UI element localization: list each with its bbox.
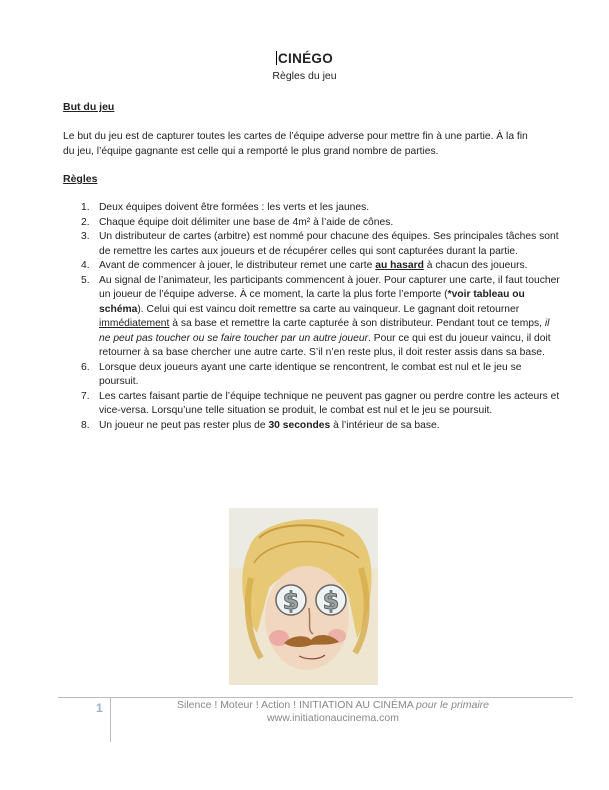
footer-vertical-divider: [110, 698, 111, 742]
rule-text: Lorsque deux joueurs ayant une carte identique se rencontrent, le combat est nul et le jeu se poursuit.: [99, 361, 522, 387]
document-title: [0, 51, 609, 66]
rule-item-1: [63, 201, 563, 216]
rule-text: à chacun des joueurs.: [423, 260, 528, 271]
rule-text: Un joueur ne peut pas rester plus de: [99, 419, 269, 431]
rule-number: 8.: [81, 419, 90, 431]
svg-text:$: $: [282, 587, 300, 615]
rule-text: . Pour ce qui est du joueur vaincu, il doit retourner à sa base chercher une autre carte. S’il n’en reste plus, il doit rester assis dans sa base.: [99, 332, 551, 358]
text-cursor: [276, 51, 277, 65]
rule-item-6: [63, 361, 563, 390]
footer-line-1: [118, 699, 548, 712]
rule-item-3: [63, 230, 563, 259]
rule-text: Les cartes faisant partie de l’équipe technique ne peuvent pas gagner ou perdre contre les acteurs et vice-versa. Lorsqu’une telle situation se produit, le combat est nul et le jeu se poursuit.: [99, 390, 560, 416]
rule-number: 5.: [81, 274, 90, 286]
rule-underline: immédiatement: [99, 318, 170, 329]
rule-text: à l’intérieur de sa base.: [330, 419, 440, 431]
rule-number: 7.: [81, 390, 90, 402]
footer-title: Silence ! Moteur ! Action ! INITIATION AU CINÉMA: [177, 699, 417, 711]
page-number: 1: [96, 701, 103, 715]
rule-item-4: [63, 259, 563, 274]
rule-italic: il ne peut pas toucher ou se faire toucher par un autre joueur: [99, 318, 550, 344]
rule-bold: 30 secondes: [268, 419, 331, 431]
rule-bold: *voir tableau ou schéma: [99, 289, 525, 315]
rule-text: Deux équipes doivent être formées : les verts et les jaunes.: [99, 202, 370, 213]
rule-number: 3.: [81, 231, 90, 242]
heading-regles: Règles: [63, 173, 98, 185]
rule-item-5: [63, 274, 563, 361]
rule-number: 6.: [81, 361, 90, 373]
rule-item-2: [63, 216, 563, 231]
svg-text:$: $: [322, 587, 340, 615]
paragraph-but-du-jeu: Le but du jeu est de capturer toutes les cartes de l’équipe adverse pour mettre fin à une partie. À la fin du jeu, l’équipe gagnante est celle qui a remporté le plus grand nombre de parties.: [63, 131, 528, 157]
rule-text: Avant de commencer à jouer, le distributeur remet une carte: [99, 260, 376, 271]
rule-number: 4.: [81, 260, 90, 271]
footer-divider: [58, 697, 573, 698]
rule-item-8: [63, 419, 563, 434]
rules-list: [63, 201, 563, 433]
rule-number: 2.: [81, 216, 90, 228]
rule-item-7: [63, 390, 563, 419]
rule-text: Au signal de l’animateur, les participants commencent à jouer. Pour capturer une carte, il faut toucher un joueur de l’équipe adverse. À ce moment, la carte la plus forte l’emporte (: [99, 274, 560, 300]
document-subtitle: Règles du jeu: [272, 70, 337, 82]
rule-text: ). Celui qui est vaincu doit remettre sa carte au vainqueur. Le gagnant doit retourner: [137, 303, 520, 315]
rule-text: Chaque équipe doit délimiter une base de 4m² à l’aide de cônes.: [99, 216, 394, 228]
footer-text: [118, 699, 548, 724]
rule-emphasis: au hasard: [375, 260, 424, 271]
rule-text: Un distributeur de cartes (arbitre) est nommé pour chacune des équipes. Ses principales tâches sont de remettre les cartes aux joueurs et de récupérer celles qui sont capturées durant la partie.: [99, 231, 559, 257]
caricature-dollar-eyes-icon: [229, 508, 378, 685]
heading-but-du-jeu: But du jeu: [63, 101, 115, 113]
document-title-text: CINÉGO: [277, 51, 334, 66]
footer-title-italic: pour le primaire: [416, 699, 489, 711]
rule-text: à sa base et remettre la carte capturée à son distributeur. Pendant tout ce temps,: [169, 318, 545, 329]
rule-number: 1.: [81, 202, 90, 213]
footer-website: www.initiationaucinema.com: [267, 711, 399, 724]
